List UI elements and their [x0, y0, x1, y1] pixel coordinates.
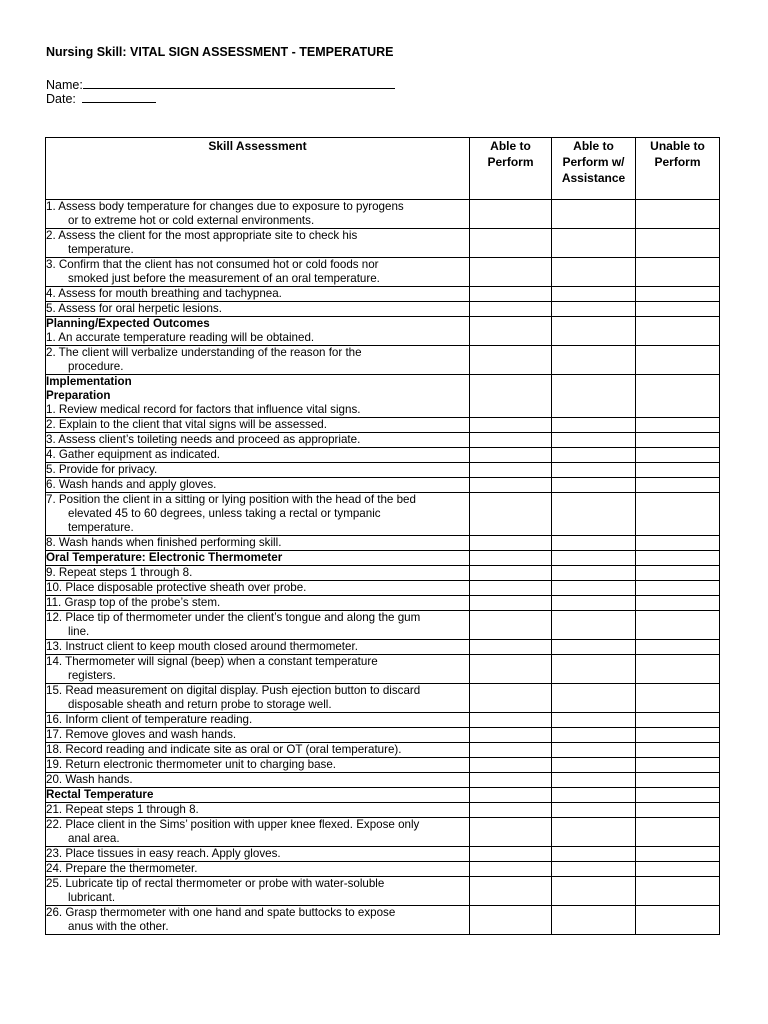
- step-text: 24. Prepare the thermometer.: [46, 862, 198, 875]
- step-text: registers.: [68, 669, 116, 682]
- assist-check-cell[interactable]: [552, 433, 636, 448]
- skill-step-cell: [46, 200, 470, 229]
- assist-check-cell[interactable]: [552, 229, 636, 258]
- step-text: anal area.: [68, 832, 120, 845]
- able-check-cell[interactable]: [470, 803, 552, 818]
- table-row: [46, 478, 720, 493]
- unable-check-cell[interactable]: [636, 493, 720, 536]
- unable-check-cell[interactable]: [636, 788, 720, 803]
- able-check-cell[interactable]: [470, 229, 552, 258]
- skill-step-cell: [46, 317, 470, 346]
- step-text: 5. Assess for oral herpetic lesions.: [46, 302, 222, 315]
- able-check-cell[interactable]: [470, 287, 552, 302]
- able-check-cell[interactable]: [470, 611, 552, 640]
- able-check-cell[interactable]: [470, 536, 552, 551]
- table-row: [46, 375, 720, 418]
- assist-check-cell[interactable]: [552, 551, 636, 566]
- able-check-cell[interactable]: [470, 758, 552, 773]
- able-check-cell[interactable]: [470, 713, 552, 728]
- step-text: 11. Grasp top of the probe’s stem.: [46, 596, 221, 609]
- assist-check-cell[interactable]: [552, 346, 636, 375]
- skill-step-cell: [46, 258, 470, 287]
- able-check-cell[interactable]: [470, 200, 552, 229]
- step-text: 1. Review medical record for factors that influence vital signs.: [46, 403, 361, 416]
- header-assist-line: Assistance: [561, 171, 626, 185]
- able-check-cell[interactable]: [470, 463, 552, 478]
- table-row: [46, 346, 720, 375]
- name-field: [46, 77, 395, 92]
- header-skill-label: Skill Assessment: [208, 139, 307, 153]
- table-row: [46, 788, 720, 803]
- skill-step-cell: [46, 655, 470, 684]
- skill-step-cell: [46, 728, 470, 743]
- assist-check-cell[interactable]: [552, 818, 636, 847]
- step-text: 20. Wash hands.: [46, 773, 133, 786]
- step-text: smoked just before the measurement of an oral temperature.: [68, 272, 380, 285]
- skill-step-cell: [46, 448, 470, 463]
- step-text: 19. Return electronic thermometer unit to charging base.: [46, 758, 336, 771]
- unable-check-cell[interactable]: [636, 758, 720, 773]
- assist-check-cell[interactable]: [552, 877, 636, 906]
- assist-check-cell[interactable]: [552, 713, 636, 728]
- table-body: [46, 200, 720, 935]
- skill-step-cell: [46, 611, 470, 640]
- assist-check-cell[interactable]: [552, 773, 636, 788]
- able-check-cell[interactable]: [470, 317, 552, 346]
- able-check-cell[interactable]: [470, 258, 552, 287]
- skill-step-cell: [46, 906, 470, 935]
- unable-check-cell[interactable]: [636, 200, 720, 229]
- step-text: 2. Explain to the client that vital signs will be assessed.: [46, 418, 327, 431]
- unable-check-cell[interactable]: [636, 433, 720, 448]
- table-row: [46, 551, 720, 566]
- table-row: [46, 611, 720, 640]
- skill-step-cell: [46, 788, 470, 803]
- step-text: 2. The client will verbalize understanding of the reason for the: [46, 346, 362, 359]
- step-text: anus with the other.: [68, 920, 169, 933]
- table-row: [46, 287, 720, 302]
- assist-check-cell[interactable]: [552, 611, 636, 640]
- header-able-line: Able to: [490, 139, 531, 153]
- section-heading: Implementation: [46, 375, 132, 388]
- header-unable-line: Unable to: [650, 139, 705, 153]
- unable-check-cell[interactable]: [636, 773, 720, 788]
- unable-check-cell[interactable]: [636, 596, 720, 611]
- assist-check-cell[interactable]: [552, 493, 636, 536]
- step-text: procedure.: [68, 360, 124, 373]
- able-check-cell[interactable]: [470, 788, 552, 803]
- skill-step-cell: [46, 375, 470, 418]
- table-row: [46, 818, 720, 847]
- header-able-line: Perform: [487, 155, 534, 169]
- table-row: [46, 655, 720, 684]
- assist-check-cell[interactable]: [552, 566, 636, 581]
- table-row: [46, 566, 720, 581]
- assist-check-cell[interactable]: [552, 302, 636, 317]
- skill-step-cell: [46, 743, 470, 758]
- step-text: temperature.: [68, 243, 134, 256]
- step-text: 16. Inform client of temperature reading.: [46, 713, 253, 726]
- able-check-cell[interactable]: [470, 877, 552, 906]
- able-check-cell[interactable]: [470, 906, 552, 935]
- step-text: 10. Place disposable protective sheath over probe.: [46, 581, 307, 594]
- unable-check-cell[interactable]: [636, 566, 720, 581]
- step-text: 8. Wash hands when finished performing skill.: [46, 536, 282, 549]
- skill-step-cell: [46, 418, 470, 433]
- unable-check-cell[interactable]: [636, 818, 720, 847]
- skill-step-cell: [46, 862, 470, 877]
- skill-step-cell: [46, 773, 470, 788]
- step-text: elevated 45 to 60 degrees, unless taking a rectal or tympanic: [68, 507, 381, 520]
- unable-check-cell[interactable]: [636, 448, 720, 463]
- able-check-cell[interactable]: [470, 448, 552, 463]
- assist-check-cell[interactable]: [552, 463, 636, 478]
- able-check-cell[interactable]: [470, 493, 552, 536]
- table-row: [46, 229, 720, 258]
- assist-check-cell[interactable]: [552, 258, 636, 287]
- table-row: [46, 728, 720, 743]
- skill-assessment-table: [45, 137, 720, 935]
- unable-check-cell[interactable]: [636, 478, 720, 493]
- unable-check-cell[interactable]: [636, 684, 720, 713]
- step-text: 6. Wash hands and apply gloves.: [46, 478, 217, 491]
- section-heading: Rectal Temperature: [46, 788, 154, 801]
- step-text: 9. Repeat steps 1 through 8.: [46, 566, 193, 579]
- date-label: Date:: [46, 92, 76, 106]
- able-check-cell[interactable]: [470, 728, 552, 743]
- assist-check-cell[interactable]: [552, 684, 636, 713]
- assist-check-cell[interactable]: [552, 862, 636, 877]
- table-row: [46, 302, 720, 317]
- unable-check-cell[interactable]: [636, 640, 720, 655]
- able-check-cell[interactable]: [470, 433, 552, 448]
- unable-check-cell[interactable]: [636, 551, 720, 566]
- section-heading: Preparation: [46, 389, 111, 402]
- unable-check-cell[interactable]: [636, 317, 720, 346]
- assist-check-cell[interactable]: [552, 478, 636, 493]
- skill-step-cell: [46, 684, 470, 713]
- skill-step-cell: [46, 640, 470, 655]
- skill-step-cell: [46, 596, 470, 611]
- table-row: [46, 906, 720, 935]
- date-field: [46, 91, 156, 106]
- unable-check-cell[interactable]: [636, 375, 720, 418]
- step-text: 21. Repeat steps 1 through 8.: [46, 803, 199, 816]
- table-row: [46, 596, 720, 611]
- skill-step-cell: [46, 551, 470, 566]
- skill-step-cell: [46, 433, 470, 448]
- assist-check-cell[interactable]: [552, 728, 636, 743]
- table-row: [46, 862, 720, 877]
- step-text: 26. Grasp thermometer with one hand and spate buttocks to expose: [46, 906, 396, 919]
- unable-check-cell[interactable]: [636, 803, 720, 818]
- skill-step-cell: [46, 581, 470, 596]
- skill-step-cell: [46, 463, 470, 478]
- header-skill-assessment: [46, 138, 470, 200]
- step-text: 5. Provide for privacy.: [46, 463, 158, 476]
- assist-check-cell[interactable]: [552, 803, 636, 818]
- skill-step-cell: [46, 229, 470, 258]
- step-text: line.: [68, 625, 90, 638]
- able-check-cell[interactable]: [470, 684, 552, 713]
- table-row: [46, 713, 720, 728]
- unable-check-cell[interactable]: [636, 728, 720, 743]
- assist-check-cell[interactable]: [552, 640, 636, 655]
- able-check-cell[interactable]: [470, 596, 552, 611]
- table-row: [46, 581, 720, 596]
- step-text: lubricant.: [68, 891, 116, 904]
- skill-step-cell: [46, 847, 470, 862]
- assist-check-cell[interactable]: [552, 375, 636, 418]
- table-row: [46, 463, 720, 478]
- table-row: [46, 773, 720, 788]
- step-text: 1. An accurate temperature reading will be obtained.: [46, 331, 315, 344]
- step-text: 13. Instruct client to keep mouth closed around thermometer.: [46, 640, 358, 653]
- header-unable-to-perform: [636, 138, 720, 200]
- step-text: 23. Place tissues in easy reach. Apply gloves.: [46, 847, 281, 860]
- unable-check-cell[interactable]: [636, 906, 720, 935]
- step-text: 14. Thermometer will signal (beep) when a constant temperature: [46, 655, 378, 668]
- step-text: 18. Record reading and indicate site as oral or OT (oral temperature).: [46, 743, 402, 756]
- able-check-cell[interactable]: [470, 773, 552, 788]
- able-check-cell[interactable]: [470, 640, 552, 655]
- assist-check-cell[interactable]: [552, 200, 636, 229]
- page-title: Nursing Skill: VITAL SIGN ASSESSMENT - TEMPERATURE: [46, 45, 394, 59]
- able-check-cell[interactable]: [470, 581, 552, 596]
- header-able-to-perform: [470, 138, 552, 200]
- skill-step-cell: [46, 803, 470, 818]
- able-check-cell[interactable]: [470, 566, 552, 581]
- step-text: 17. Remove gloves and wash hands.: [46, 728, 237, 741]
- section-heading: Planning/Expected Outcomes: [46, 317, 210, 330]
- able-check-cell[interactable]: [470, 847, 552, 862]
- assist-check-cell[interactable]: [552, 847, 636, 862]
- skill-step-cell: [46, 758, 470, 773]
- header-unable-line: Perform: [654, 155, 701, 169]
- unable-check-cell[interactable]: [636, 302, 720, 317]
- able-check-cell[interactable]: [470, 418, 552, 433]
- assist-check-cell[interactable]: [552, 758, 636, 773]
- unable-check-cell[interactable]: [636, 847, 720, 862]
- assist-check-cell[interactable]: [552, 743, 636, 758]
- table-header-row: [46, 138, 720, 200]
- table-row: [46, 317, 720, 346]
- unable-check-cell[interactable]: [636, 418, 720, 433]
- unable-check-cell[interactable]: [636, 743, 720, 758]
- table-row: [46, 877, 720, 906]
- assist-check-cell[interactable]: [552, 536, 636, 551]
- table-row: [46, 258, 720, 287]
- unable-check-cell[interactable]: [636, 655, 720, 684]
- skill-step-cell: [46, 346, 470, 375]
- able-check-cell[interactable]: [470, 302, 552, 317]
- unable-check-cell[interactable]: [636, 463, 720, 478]
- unable-check-cell[interactable]: [636, 229, 720, 258]
- section-heading: Oral Temperature: Electronic Thermometer: [46, 551, 283, 564]
- unable-check-cell[interactable]: [636, 258, 720, 287]
- name-label: Name:: [46, 78, 83, 92]
- assist-check-cell[interactable]: [552, 906, 636, 935]
- table-row: [46, 743, 720, 758]
- step-text: 4. Assess for mouth breathing and tachypnea.: [46, 287, 282, 300]
- assist-check-cell[interactable]: [552, 788, 636, 803]
- date-input-line[interactable]: [82, 91, 156, 103]
- able-check-cell[interactable]: [470, 346, 552, 375]
- step-text: 15. Read measurement on digital display. Push ejection button to discard: [46, 684, 421, 697]
- unable-check-cell[interactable]: [636, 581, 720, 596]
- header-assist-line: Able to: [573, 139, 614, 153]
- assist-check-cell[interactable]: [552, 655, 636, 684]
- unable-check-cell[interactable]: [636, 611, 720, 640]
- table-row: [46, 200, 720, 229]
- able-check-cell[interactable]: [470, 862, 552, 877]
- table-row: [46, 536, 720, 551]
- table-row: [46, 493, 720, 536]
- header-assist-line: Perform w/: [562, 155, 625, 169]
- unable-check-cell[interactable]: [636, 877, 720, 906]
- assist-check-cell[interactable]: [552, 596, 636, 611]
- assist-check-cell[interactable]: [552, 418, 636, 433]
- unable-check-cell[interactable]: [636, 713, 720, 728]
- step-text: 12. Place tip of thermometer under the client’s tongue and along the gum: [46, 611, 421, 624]
- skill-step-cell: [46, 818, 470, 847]
- step-text: 22. Place client in the Sims’ position with upper knee flexed. Expose only: [46, 818, 420, 831]
- unable-check-cell[interactable]: [636, 287, 720, 302]
- step-text: or to extreme hot or cold external environments.: [68, 214, 315, 227]
- unable-check-cell[interactable]: [636, 346, 720, 375]
- step-text: 7. Position the client in a sitting or lying position with the head of the bed: [46, 493, 416, 506]
- table-row: [46, 418, 720, 433]
- name-input-line[interactable]: [83, 77, 395, 89]
- step-text: 4. Gather equipment as indicated.: [46, 448, 221, 461]
- assist-check-cell[interactable]: [552, 581, 636, 596]
- step-text: disposable sheath and return probe to storage well.: [68, 698, 332, 711]
- skill-step-cell: [46, 877, 470, 906]
- assist-check-cell[interactable]: [552, 287, 636, 302]
- step-text: 3. Assess client’s toileting needs and proceed as appropriate.: [46, 433, 361, 446]
- unable-check-cell[interactable]: [636, 536, 720, 551]
- skill-step-cell: [46, 302, 470, 317]
- able-check-cell[interactable]: [470, 551, 552, 566]
- unable-check-cell[interactable]: [636, 862, 720, 877]
- step-text: 25. Lubricate tip of rectal thermometer or probe with water-soluble: [46, 877, 385, 890]
- skill-step-cell: [46, 566, 470, 581]
- step-text: temperature.: [68, 521, 134, 534]
- table-row: [46, 803, 720, 818]
- able-check-cell[interactable]: [470, 478, 552, 493]
- table-row: [46, 433, 720, 448]
- able-check-cell[interactable]: [470, 818, 552, 847]
- assist-check-cell[interactable]: [552, 317, 636, 346]
- skill-step-cell: [46, 536, 470, 551]
- skill-step-cell: [46, 478, 470, 493]
- table-row: [46, 640, 720, 655]
- table-row: [46, 448, 720, 463]
- assist-check-cell[interactable]: [552, 448, 636, 463]
- able-check-cell[interactable]: [470, 375, 552, 418]
- header-able-with-assistance: [552, 138, 636, 200]
- table-row: [46, 847, 720, 862]
- table-row: [46, 758, 720, 773]
- step-text: 3. Confirm that the client has not consumed hot or cold foods nor: [46, 258, 379, 271]
- step-text: 1. Assess body temperature for changes due to exposure to pyrogens: [46, 200, 404, 213]
- skill-step-cell: [46, 493, 470, 536]
- able-check-cell[interactable]: [470, 743, 552, 758]
- skill-step-cell: [46, 713, 470, 728]
- skill-step-cell: [46, 287, 470, 302]
- table-row: [46, 684, 720, 713]
- step-text: 2. Assess the client for the most appropriate site to check his: [46, 229, 358, 242]
- able-check-cell[interactable]: [470, 655, 552, 684]
